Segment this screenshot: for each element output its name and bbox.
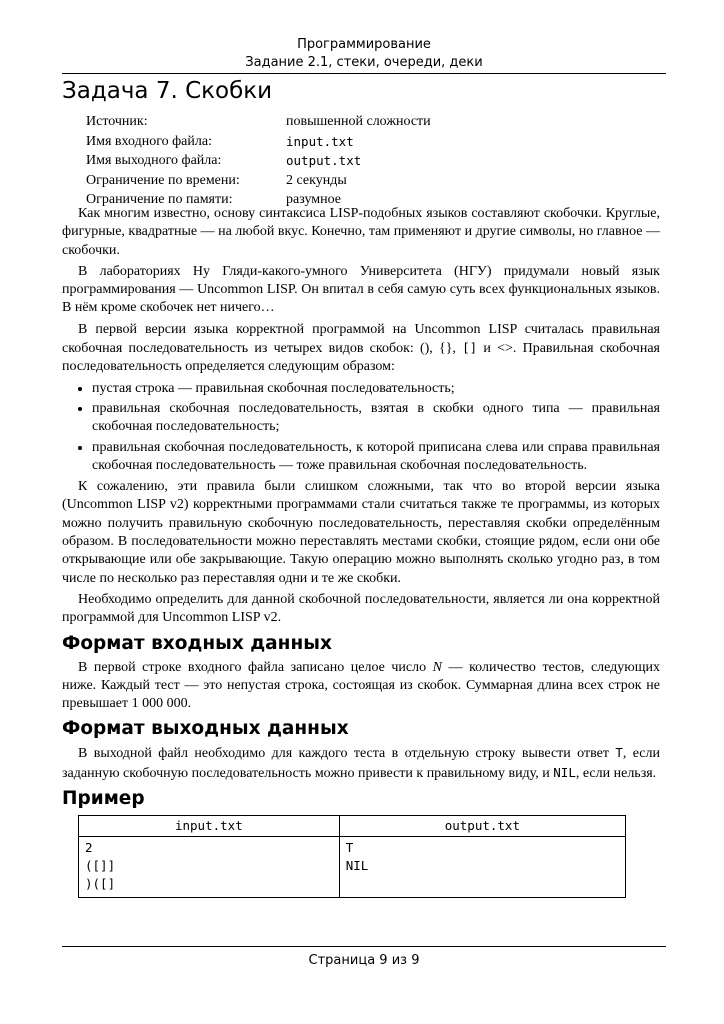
page-number: Страница 9 из 9 [308,953,420,968]
meta-value: повышенной сложности [286,114,431,129]
meta-row-source [86,112,431,132]
course-name: Программирование [297,37,431,52]
meta-row-output-file [86,151,431,171]
page-header [62,36,666,72]
meta-value: output.txt [286,153,362,168]
meta-key: Ограничение по памяти: [86,192,233,207]
output-format-text: , если заданную скобочную последовательность можно привести к правильному виду, и [62,746,660,781]
answer-yes-token: T [615,745,623,761]
meta-key: Имя выходного файла: [86,153,222,168]
meta-value: input.txt [286,133,354,149]
meta-value: разумное [286,192,342,207]
statement-paragraph-5: Необходимо определить для данной скобочной последовательности, является ли она корректной программой для Uncommon LISP v2. [62,591,660,626]
example-table [78,815,626,898]
output-format-heading: Формат выходных данных [62,718,349,740]
statement-paragraph-3 [62,321,660,377]
footer-divider [62,946,666,947]
input-format-text: . [187,696,192,712]
problem-title: Задача 7. Скобки [62,78,273,104]
input-format-text: В первой строке входного файла записано целое число [78,659,427,675]
meta-row-time-limit [86,171,431,191]
example-heading: Пример [62,788,145,810]
rules-list [62,380,660,475]
statement-text: В первой версии языка корректной программой на Uncommon LISP считалась правильная скобочная последовательность из четырех видов скобок: (), {}, [62,321,660,357]
assignment-name: Задание 2.1, стеки, очереди, деки [245,55,483,70]
example-output-cell: T NIL [339,837,625,898]
input-format-heading: Формат входных данных [62,632,332,654]
meta-row-input-file [86,132,431,152]
square-brackets-token: [] [462,340,478,356]
answer-no-token: NIL [553,764,576,780]
problem-meta-table [86,112,431,210]
variable-n: N [432,659,442,675]
meta-key: Ограничение по времени: [86,172,240,188]
list-item: • правильная скобочная последовательность, к которой приписана слева или справа правильная скобочная последовательность — тоже правильная скобочная последовательность. [92,439,660,476]
statement-paragraph-1: Как многим известно, основу синтаксиса LISP-подобных языков составляют скобочки. Круглые, фигурные, квадратные — на любой вкус. Конечно, там применяют и другие символы, но главное — скобочки. [62,206,660,258]
meta-key: Источник: [86,114,148,129]
input-format-paragraph [62,659,660,714]
statement-paragraph-4: К сожалению, эти правила были слишком сложными, так что во второй версии языка (Uncommon LISP v2) корректными программами стали считаться также те программы, из которых можно получить правильную скобочную последовательность, переставляя скобки определённым образом. В последовательности можно переставлять местами скобки, стоящие рядом, если они обе открывающие или обе закрывающие. Такую операцию можно выполнять сколько угодно раз, в том числе по несколько раз переставляя одни и те же скобки. [62,479,660,586]
example-row [79,837,626,898]
output-format-paragraph [62,744,660,783]
meta-key: Имя входного файла: [86,133,212,149]
header-divider [62,73,666,74]
meta-value: 2 секунды [286,172,347,188]
length-limit: 1 000 000 [131,696,188,712]
input-format-text: — количество тестов, следующих ниже. Каждый тест — это непустая строка, состоящая из скобок. Суммарная длина всех строк не превышает [62,659,661,712]
statement-text: и <>. Правильная скобочная последовательность определяется следующим образом: [62,341,660,375]
statement-paragraph-2: В лабораториях Ну Гляди-какого-умного Университета (НГУ) придумали новый язык программирования — Uncommon LISP. Он впитал в себя самую суть всех функциональных языков. В нём кроме скобочек нет ничего… [62,263,660,316]
example-header-row [79,816,626,837]
problem-body [62,205,660,898]
example-column-output: output.txt [339,816,625,837]
list-item: • правильная скобочная последовательность, взятая в скобки одного типа — правильная скобочная последовательность; [92,400,660,437]
output-format-text: , если нельзя. [575,765,657,781]
list-item: • пустая строка — правильная скобочная последовательность; [92,380,660,398]
output-format-text: В выходной файл необходимо для каждого теста в отдельную строку вывести ответ [78,746,609,762]
example-column-input: input.txt [79,816,340,837]
example-input-cell: 2 ([]] )([] [79,837,340,898]
